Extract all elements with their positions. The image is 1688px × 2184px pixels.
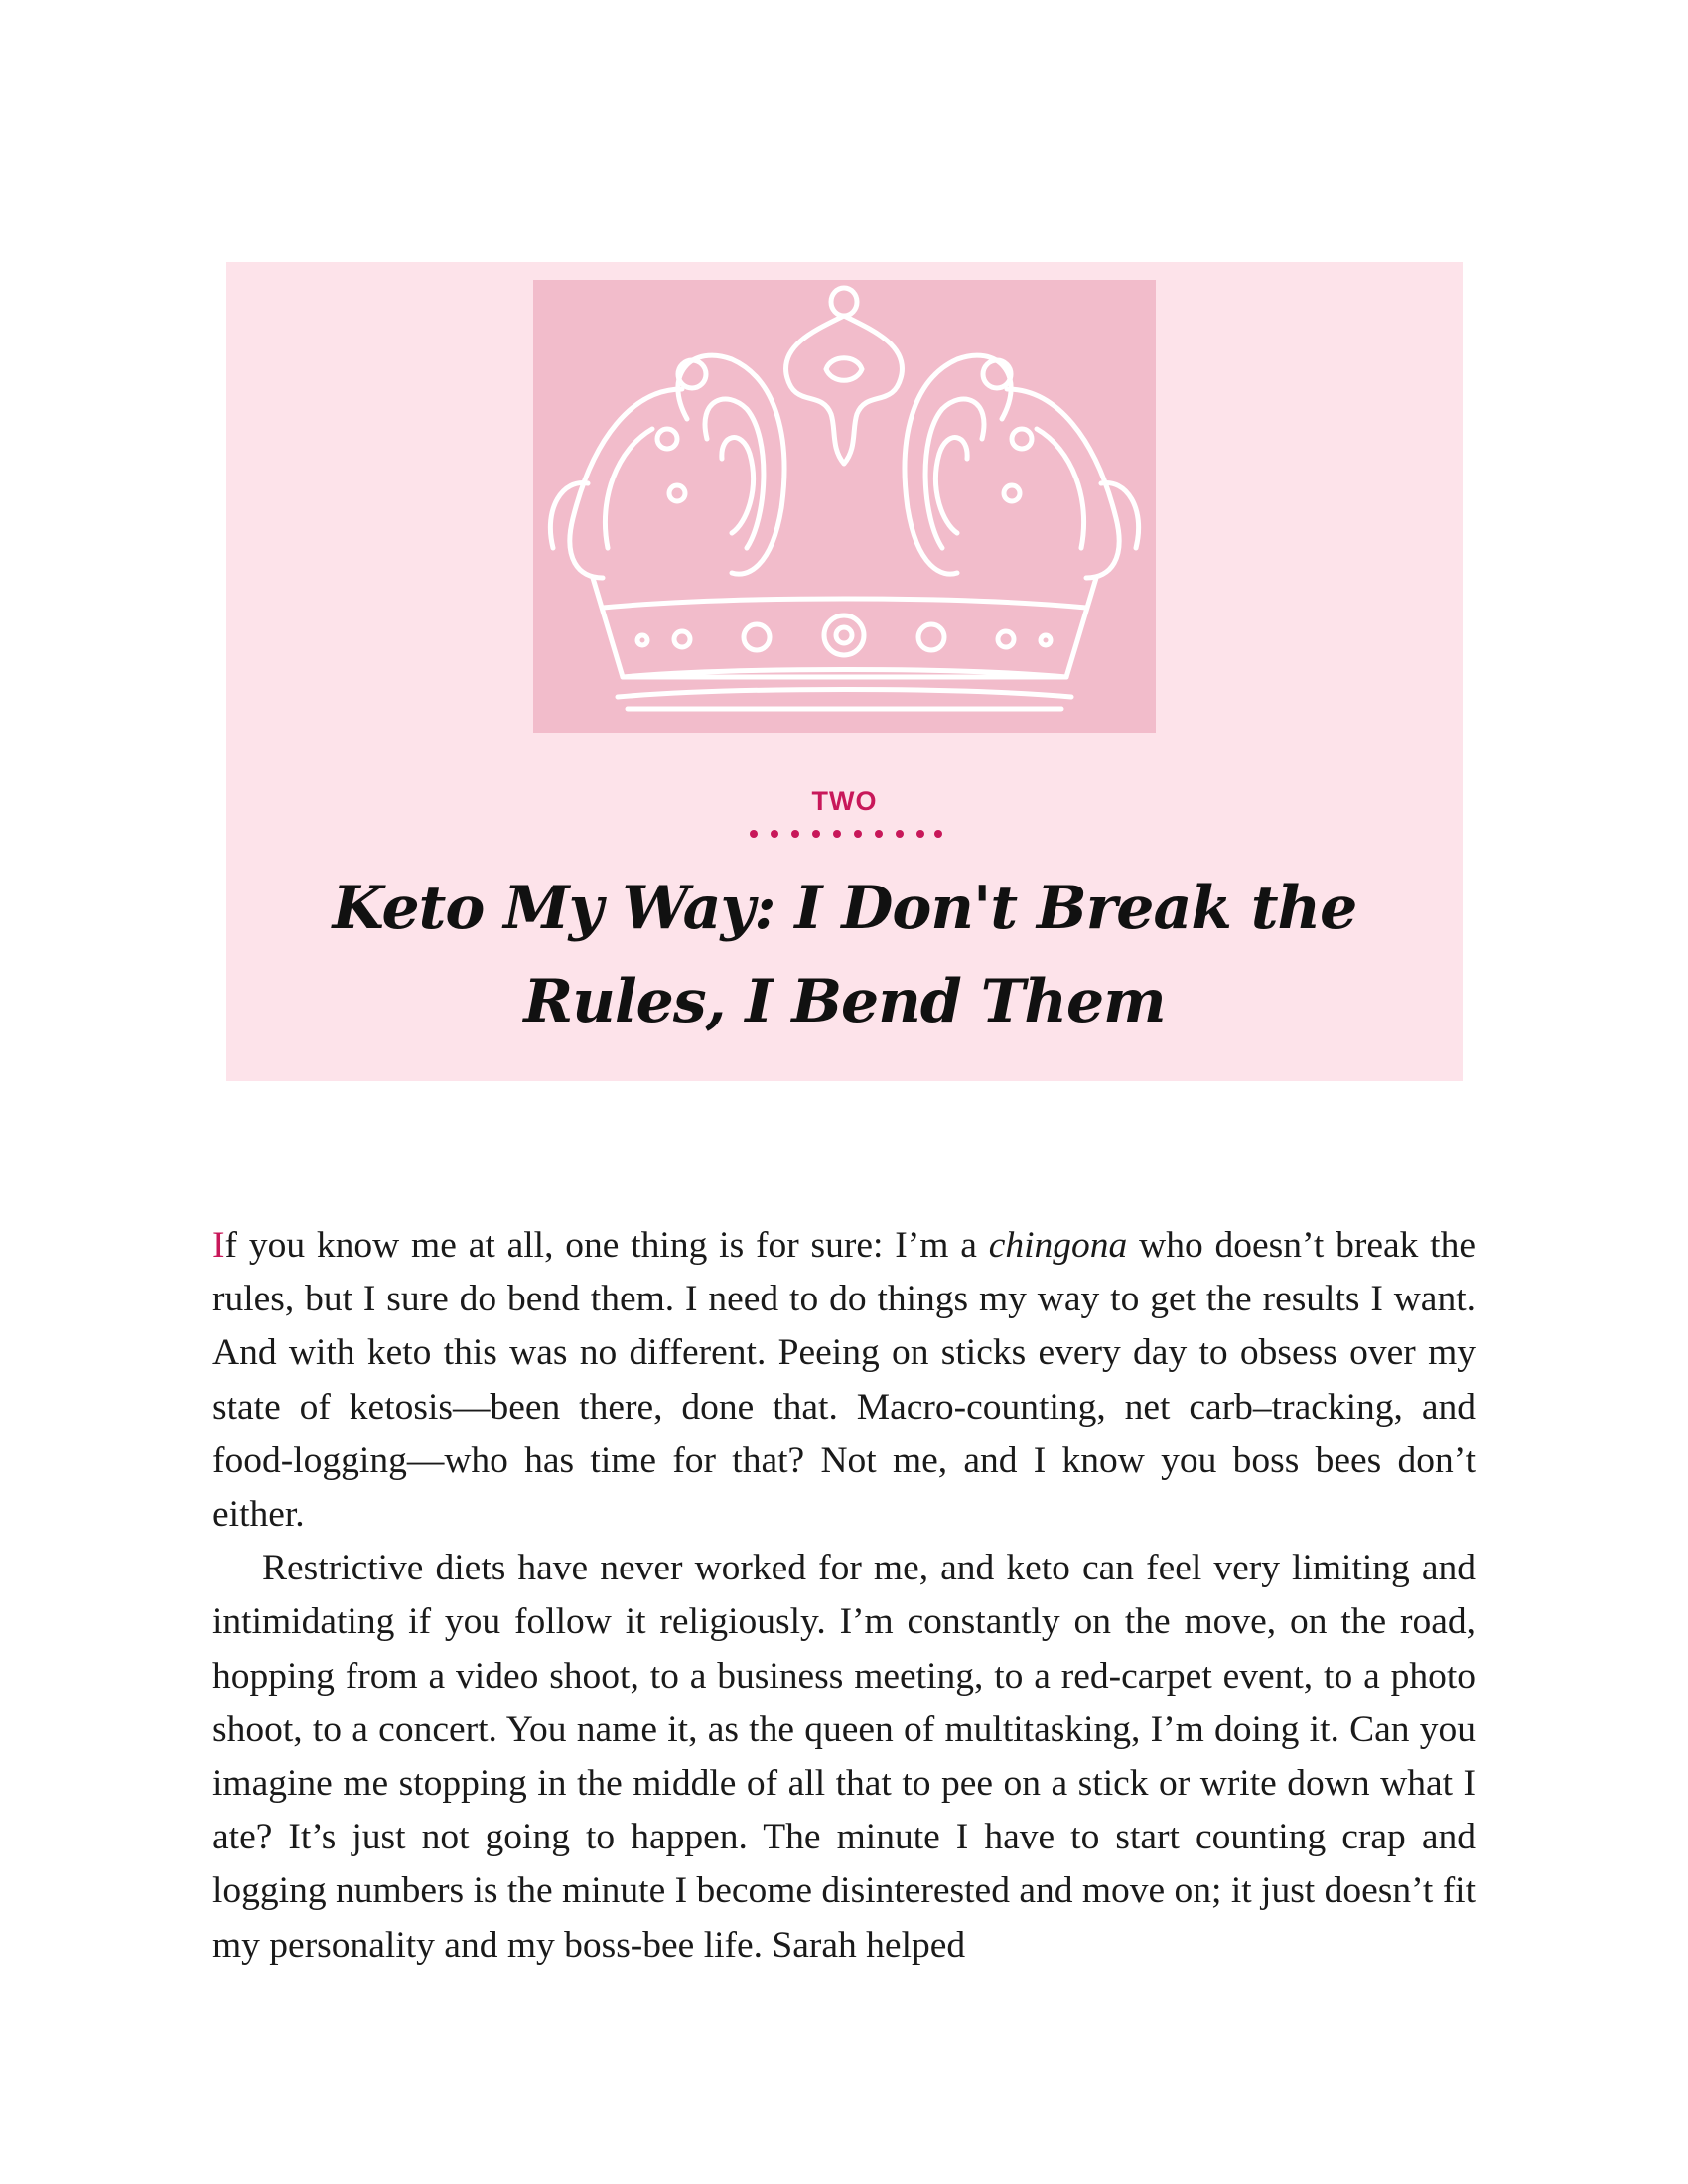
dotted-divider bbox=[749, 827, 943, 841]
chapter-number: TWO bbox=[811, 786, 878, 816]
crown-icon bbox=[533, 280, 1156, 733]
paragraph-text: who doesn’t break the rules, but I sure do bend them. I need to do things my way to get the results I want. And with keto this was no different. Peeing on sticks every day to obsess over my state of ketosis—been there, done that. Macro-counting, net carb–tracking, and food-logging—who has time for that? Not me, and I know you boss bees don’t either. bbox=[212, 1225, 1476, 1536]
body-text bbox=[212, 1219, 1476, 1973]
paragraph-text: f you know me at all, one thing is for sure: I’m a bbox=[224, 1225, 989, 1266]
chapter-title: Keto My Way: I Don't Break the Rules, I Bend Them bbox=[332, 874, 1357, 1036]
paragraph bbox=[212, 1219, 1476, 1542]
paragraph: Restrictive diets have never worked for me, and keto can feel very limiting and intimidating if you follow it religiously. I’m constantly on the move, on the road, hopping from a video shoot, to a business meeting, to a red-carpet event, to a photo shoot, to a concert. You name it, as the queen of multitasking, I’m doing it. Can you imagine me stopping in the middle of all that to pee on a stick or write down what I ate? It’s just not going to happen. The minute I have to start counting crap and logging numbers is the minute I become disinterested and move on; it just doesn’t fit my personality and my boss-bee life. Sarah helped bbox=[212, 1548, 1477, 1966]
chapter-header bbox=[226, 262, 1463, 1081]
italic-word: chingona bbox=[988, 1225, 1128, 1266]
crown-illustration bbox=[533, 280, 1156, 733]
drop-cap: I bbox=[212, 1225, 225, 1266]
